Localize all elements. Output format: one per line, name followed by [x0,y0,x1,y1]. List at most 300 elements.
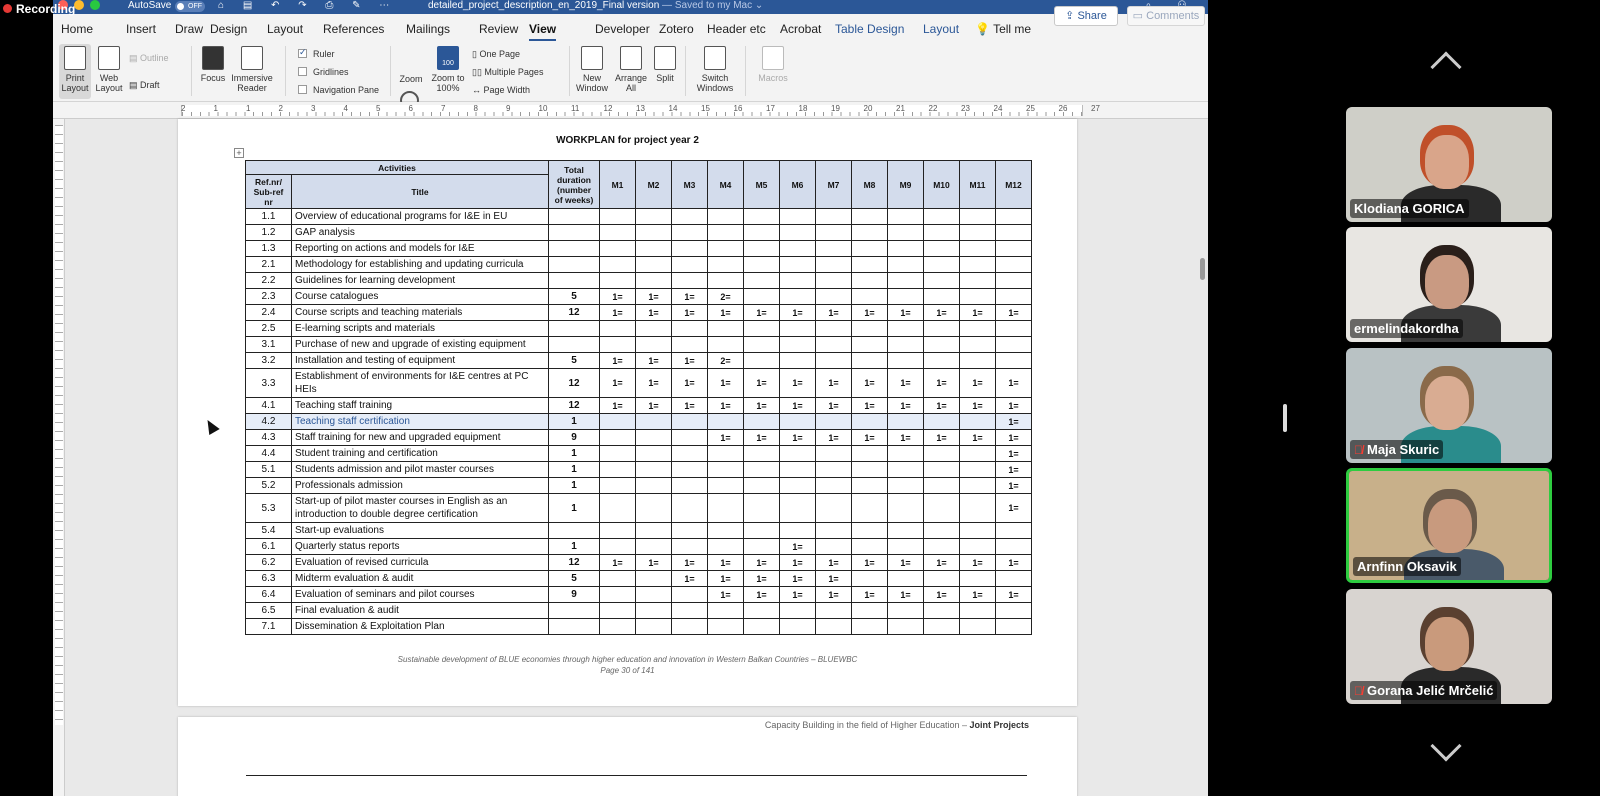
month-cell[interactable] [636,571,672,587]
month-cell[interactable] [924,225,960,241]
zoom-100-button[interactable] [429,44,467,93]
month-cell[interactable] [852,446,888,462]
month-cell[interactable] [708,603,744,619]
month-cell[interactable]: 1= [816,369,852,398]
month-cell[interactable]: 1= [816,587,852,603]
title-cell[interactable]: Final evaluation & audit [292,603,549,619]
month-cell[interactable] [780,225,816,241]
month-cell[interactable] [996,337,1032,353]
tab-zotero[interactable]: Zotero [659,22,694,36]
title-cell[interactable]: Overview of educational programs for I&E in EU [292,209,549,225]
month-cell[interactable] [960,337,996,353]
month-cell[interactable] [924,241,960,257]
month-cell[interactable] [888,523,924,539]
ref-cell[interactable]: 7.1 [246,619,292,635]
month-cell[interactable] [600,321,636,337]
month-cell[interactable] [636,462,672,478]
month-cell[interactable] [600,462,636,478]
month-cell[interactable] [600,446,636,462]
month-cell[interactable]: 1= [888,587,924,603]
month-cell[interactable] [600,587,636,603]
duration-cell[interactable]: 1 [549,478,600,494]
month-cell[interactable] [780,273,816,289]
month-cell[interactable] [996,273,1032,289]
month-cell[interactable] [636,273,672,289]
month-cell[interactable] [600,225,636,241]
month-cell[interactable] [960,257,996,273]
month-cell[interactable] [888,209,924,225]
month-cell[interactable] [744,273,780,289]
duration-cell[interactable]: 1 [549,539,600,555]
month-cell[interactable] [852,494,888,523]
table-row[interactable] [246,414,1032,430]
title-cell[interactable]: Reporting on actions and models for I&E [292,241,549,257]
month-cell[interactable]: 1= [924,369,960,398]
participant-tile[interactable] [1346,227,1552,342]
month-cell[interactable]: 1= [672,398,708,414]
month-cell[interactable] [744,225,780,241]
ref-cell[interactable]: 1.2 [246,225,292,241]
month-cell[interactable]: 1= [744,555,780,571]
immersive-reader-button[interactable] [229,44,275,93]
month-cell[interactable] [708,523,744,539]
month-cell[interactable] [744,478,780,494]
month-cell[interactable] [600,209,636,225]
month-cell[interactable] [780,523,816,539]
month-cell[interactable] [636,430,672,446]
month-cell[interactable]: 1= [996,555,1032,571]
month-cell[interactable] [636,603,672,619]
ref-cell[interactable]: 1.3 [246,241,292,257]
month-cell[interactable] [888,619,924,635]
table-row[interactable] [246,555,1032,571]
duration-cell[interactable] [549,603,600,619]
arrange-all-button[interactable] [613,44,649,93]
month-cell[interactable]: 1= [996,462,1032,478]
table-row[interactable] [246,289,1032,305]
month-cell[interactable] [960,494,996,523]
title-cell[interactable]: Student training and certification [292,446,549,462]
title-cell[interactable]: Purchase of new and upgrade of existing equipment [292,337,549,353]
month-cell[interactable] [600,619,636,635]
duration-cell[interactable]: 5 [549,289,600,305]
month-cell[interactable] [816,462,852,478]
tab-table-design[interactable]: Table Design [835,22,905,36]
ref-cell[interactable]: 5.4 [246,523,292,539]
month-cell[interactable]: 1= [600,305,636,321]
month-cell[interactable] [600,414,636,430]
month-cell[interactable] [888,603,924,619]
participant-tile[interactable] [1346,589,1552,704]
month-cell[interactable]: 1= [744,571,780,587]
month-cell[interactable] [780,241,816,257]
month-cell[interactable] [960,523,996,539]
month-cell[interactable] [744,603,780,619]
macros-button[interactable] [753,44,793,83]
month-cell[interactable]: 1= [996,446,1032,462]
month-cell[interactable] [924,478,960,494]
duration-cell[interactable]: 9 [549,430,600,446]
month-cell[interactable]: 1= [816,555,852,571]
tab-design[interactable]: Design [210,22,248,36]
title-cell[interactable]: Dissemination & Exploitation Plan [292,619,549,635]
ref-cell[interactable]: 6.1 [246,539,292,555]
duration-cell[interactable] [549,257,600,273]
month-cell[interactable]: 1= [780,305,816,321]
month-cell[interactable]: 1= [924,430,960,446]
month-cell[interactable] [672,225,708,241]
month-cell[interactable] [744,289,780,305]
outline-button[interactable]: ▤ Outline [129,53,169,63]
duration-cell[interactable] [549,273,600,289]
month-cell[interactable] [708,337,744,353]
month-cell[interactable]: 1= [672,353,708,369]
month-cell[interactable]: 1= [888,369,924,398]
month-cell[interactable] [636,494,672,523]
month-cell[interactable]: 1= [816,305,852,321]
ref-cell[interactable]: 5.1 [246,462,292,478]
month-cell[interactable]: 1= [780,587,816,603]
month-cell[interactable] [816,446,852,462]
month-cell[interactable] [996,209,1032,225]
ref-cell[interactable]: 4.2 [246,414,292,430]
duration-cell[interactable]: 1 [549,446,600,462]
month-cell[interactable]: 1= [852,369,888,398]
month-cell[interactable]: 1= [636,398,672,414]
month-cell[interactable]: 1= [888,305,924,321]
month-cell[interactable]: 1= [708,587,744,603]
draft-button[interactable]: ▤ Draft [129,80,160,90]
month-cell[interactable] [672,414,708,430]
month-cell[interactable] [816,619,852,635]
title-cell[interactable]: Course catalogues [292,289,549,305]
table-row[interactable] [246,305,1032,321]
tab-references[interactable]: References [323,22,385,36]
month-cell[interactable] [708,321,744,337]
month-cell[interactable] [636,619,672,635]
zoom-window-button[interactable] [90,0,100,10]
ref-cell[interactable]: 3.3 [246,369,292,398]
month-cell[interactable] [636,241,672,257]
horizontal-ruler[interactable] [53,102,1208,119]
month-cell[interactable] [852,225,888,241]
ref-cell[interactable]: 6.5 [246,603,292,619]
month-cell[interactable] [888,289,924,305]
month-cell[interactable] [816,321,852,337]
month-cell[interactable]: 2= [708,353,744,369]
month-cell[interactable] [780,209,816,225]
table-row[interactable] [246,209,1032,225]
month-cell[interactable] [708,494,744,523]
new-window-button[interactable] [573,44,611,93]
table-row[interactable] [246,571,1032,587]
month-cell[interactable] [960,209,996,225]
month-cell[interactable]: 1= [600,353,636,369]
month-cell[interactable] [636,225,672,241]
month-cell[interactable] [780,257,816,273]
table-move-handle-icon[interactable]: + [234,148,244,158]
month-cell[interactable]: 1= [852,555,888,571]
month-cell[interactable] [672,337,708,353]
scroll-down-chevron-icon[interactable] [1430,730,1461,761]
document-scrollbar-thumb[interactable] [1200,258,1205,280]
table-row[interactable] [246,587,1032,603]
duration-cell[interactable]: 9 [549,587,600,603]
month-cell[interactable] [780,478,816,494]
month-cell[interactable]: 1= [600,555,636,571]
month-cell[interactable]: 1= [780,571,816,587]
month-cell[interactable] [636,523,672,539]
month-cell[interactable]: 1= [708,571,744,587]
duration-cell[interactable]: 5 [549,353,600,369]
comments-button[interactable]: ▭ Comments [1127,6,1205,26]
tab-mailings[interactable]: Mailings [406,22,451,36]
title-cell[interactable]: Establishment of environments for I&E centres at PC HEIs [292,369,549,398]
ref-cell[interactable]: 2.5 [246,321,292,337]
month-cell[interactable]: 1= [888,430,924,446]
ref-cell[interactable]: 6.2 [246,555,292,571]
month-cell[interactable]: 1= [996,414,1032,430]
month-cell[interactable] [636,414,672,430]
month-cell[interactable]: 1= [672,571,708,587]
duration-cell[interactable] [549,321,600,337]
month-cell[interactable] [888,414,924,430]
workplan-table[interactable] [245,160,1032,635]
title-cell[interactable]: Evaluation of seminars and pilot courses [292,587,549,603]
month-cell[interactable]: 1= [996,494,1032,523]
duration-cell[interactable] [549,225,600,241]
month-cell[interactable]: 1= [852,587,888,603]
month-cell[interactable] [744,321,780,337]
ref-cell[interactable]: 5.3 [246,494,292,523]
month-cell[interactable] [816,289,852,305]
quick-access-icons[interactable]: ⌂ ▤ ↶ ↷ ⎙ ✎ ⋯ [218,0,398,11]
month-cell[interactable]: 1= [744,430,780,446]
ref-cell[interactable]: 2.1 [246,257,292,273]
duration-cell[interactable]: 1 [549,462,600,478]
tab-draw[interactable]: Draw [175,22,204,36]
month-cell[interactable] [816,414,852,430]
month-cell[interactable] [960,539,996,555]
month-cell[interactable] [672,478,708,494]
duration-cell[interactable] [549,619,600,635]
month-cell[interactable] [852,209,888,225]
title-cell[interactable]: Start-up evaluations [292,523,549,539]
month-cell[interactable]: 1= [924,555,960,571]
tab-tell-me[interactable] [975,22,1031,36]
month-cell[interactable]: 1= [960,369,996,398]
month-cell[interactable] [780,446,816,462]
participant-tile[interactable] [1346,468,1552,583]
month-cell[interactable] [636,587,672,603]
ref-cell[interactable]: 2.2 [246,273,292,289]
month-cell[interactable]: 1= [996,587,1032,603]
month-cell[interactable] [960,446,996,462]
month-cell[interactable] [600,571,636,587]
tab-review[interactable]: Review [479,22,519,36]
month-cell[interactable] [708,539,744,555]
month-cell[interactable] [744,446,780,462]
month-cell[interactable]: 1= [960,305,996,321]
print-layout-button[interactable] [59,44,91,99]
month-cell[interactable]: 1= [960,430,996,446]
document-canvas[interactable] [65,119,1208,796]
duration-cell[interactable]: 12 [549,305,600,321]
month-cell[interactable] [924,353,960,369]
month-cell[interactable]: 1= [708,369,744,398]
tab-developer[interactable]: Developer [595,22,650,36]
month-cell[interactable]: 1= [996,369,1032,398]
participant-tile[interactable] [1346,348,1552,463]
switch-windows-button[interactable] [691,44,739,93]
month-cell[interactable] [708,619,744,635]
month-cell[interactable] [996,523,1032,539]
month-cell[interactable]: 1= [636,289,672,305]
month-cell[interactable]: 1= [672,555,708,571]
month-cell[interactable] [636,321,672,337]
month-cell[interactable] [600,539,636,555]
month-cell[interactable] [672,619,708,635]
month-cell[interactable] [744,523,780,539]
table-row[interactable] [246,619,1032,635]
month-cell[interactable]: 1= [996,305,1032,321]
table-row[interactable] [246,446,1032,462]
title-cell[interactable]: Course scripts and teaching materials [292,305,549,321]
month-cell[interactable] [816,478,852,494]
month-cell[interactable] [888,241,924,257]
month-cell[interactable] [996,353,1032,369]
month-cell[interactable] [780,414,816,430]
month-cell[interactable] [960,478,996,494]
month-cell[interactable]: 1= [636,555,672,571]
month-cell[interactable] [672,523,708,539]
month-cell[interactable] [600,273,636,289]
month-cell[interactable]: 1= [744,369,780,398]
month-cell[interactable]: 1= [636,305,672,321]
month-cell[interactable] [852,619,888,635]
month-cell[interactable]: 1= [708,555,744,571]
month-cell[interactable] [924,273,960,289]
month-cell[interactable] [816,241,852,257]
month-cell[interactable] [816,273,852,289]
month-cell[interactable] [708,225,744,241]
month-cell[interactable] [744,619,780,635]
month-cell[interactable] [996,225,1032,241]
month-cell[interactable] [708,446,744,462]
zoom-button[interactable] [395,44,427,84]
month-cell[interactable] [996,321,1032,337]
month-cell[interactable] [816,353,852,369]
month-cell[interactable]: 1= [708,430,744,446]
month-cell[interactable] [852,571,888,587]
title-cell[interactable]: E-learning scripts and materials [292,321,549,337]
month-cell[interactable] [636,257,672,273]
title-cell[interactable]: GAP analysis [292,225,549,241]
month-cell[interactable] [888,337,924,353]
month-cell[interactable] [924,209,960,225]
month-cell[interactable] [924,321,960,337]
month-cell[interactable]: 1= [636,369,672,398]
duration-cell[interactable]: 5 [549,571,600,587]
month-cell[interactable] [888,539,924,555]
month-cell[interactable] [672,494,708,523]
month-cell[interactable] [888,478,924,494]
month-cell[interactable]: 1= [816,571,852,587]
month-cell[interactable] [708,273,744,289]
ref-cell[interactable]: 4.4 [246,446,292,462]
month-cell[interactable] [744,337,780,353]
month-cell[interactable]: 1= [780,369,816,398]
month-cell[interactable] [852,257,888,273]
month-cell[interactable] [708,209,744,225]
month-cell[interactable] [852,523,888,539]
month-cell[interactable] [672,273,708,289]
month-cell[interactable] [852,603,888,619]
month-cell[interactable] [852,462,888,478]
month-cell[interactable] [708,414,744,430]
month-cell[interactable] [924,414,960,430]
duration-cell[interactable]: 1 [549,494,600,523]
month-cell[interactable] [852,241,888,257]
month-cell[interactable]: 2= [708,289,744,305]
month-cell[interactable]: 1= [780,555,816,571]
month-cell[interactable] [960,241,996,257]
duration-cell[interactable]: 12 [549,555,600,571]
month-cell[interactable] [996,539,1032,555]
duration-cell[interactable]: 12 [549,369,600,398]
month-cell[interactable] [672,430,708,446]
month-cell[interactable] [924,462,960,478]
month-cell[interactable] [924,337,960,353]
month-cell[interactable] [672,257,708,273]
month-cell[interactable] [888,257,924,273]
month-cell[interactable] [996,603,1032,619]
month-cell[interactable] [960,571,996,587]
month-cell[interactable] [744,414,780,430]
month-cell[interactable] [960,289,996,305]
month-cell[interactable] [672,241,708,257]
web-layout-button[interactable] [93,44,125,93]
share-button[interactable]: ⇪ Share [1054,6,1118,26]
month-cell[interactable]: 1= [924,587,960,603]
month-cell[interactable] [780,289,816,305]
tab-acrobat[interactable]: Acrobat [780,22,822,36]
month-cell[interactable] [960,321,996,337]
month-cell[interactable] [852,289,888,305]
month-cell[interactable]: 1= [960,587,996,603]
month-cell[interactable] [636,478,672,494]
ref-cell[interactable]: 6.4 [246,587,292,603]
panel-resize-handle[interactable] [1283,404,1287,432]
month-cell[interactable]: 1= [744,587,780,603]
month-cell[interactable] [888,494,924,523]
month-cell[interactable] [996,571,1032,587]
month-cell[interactable] [996,241,1032,257]
month-cell[interactable] [816,257,852,273]
table-row[interactable] [246,257,1032,273]
month-cell[interactable] [996,257,1032,273]
month-cell[interactable] [708,478,744,494]
month-cell[interactable] [744,353,780,369]
month-cell[interactable] [672,446,708,462]
month-cell[interactable] [672,603,708,619]
month-cell[interactable] [600,603,636,619]
month-cell[interactable] [816,225,852,241]
month-cell[interactable] [816,523,852,539]
month-cell[interactable]: 1= [924,305,960,321]
ruler-checkbox[interactable] [298,49,335,59]
table-row[interactable] [246,523,1032,539]
